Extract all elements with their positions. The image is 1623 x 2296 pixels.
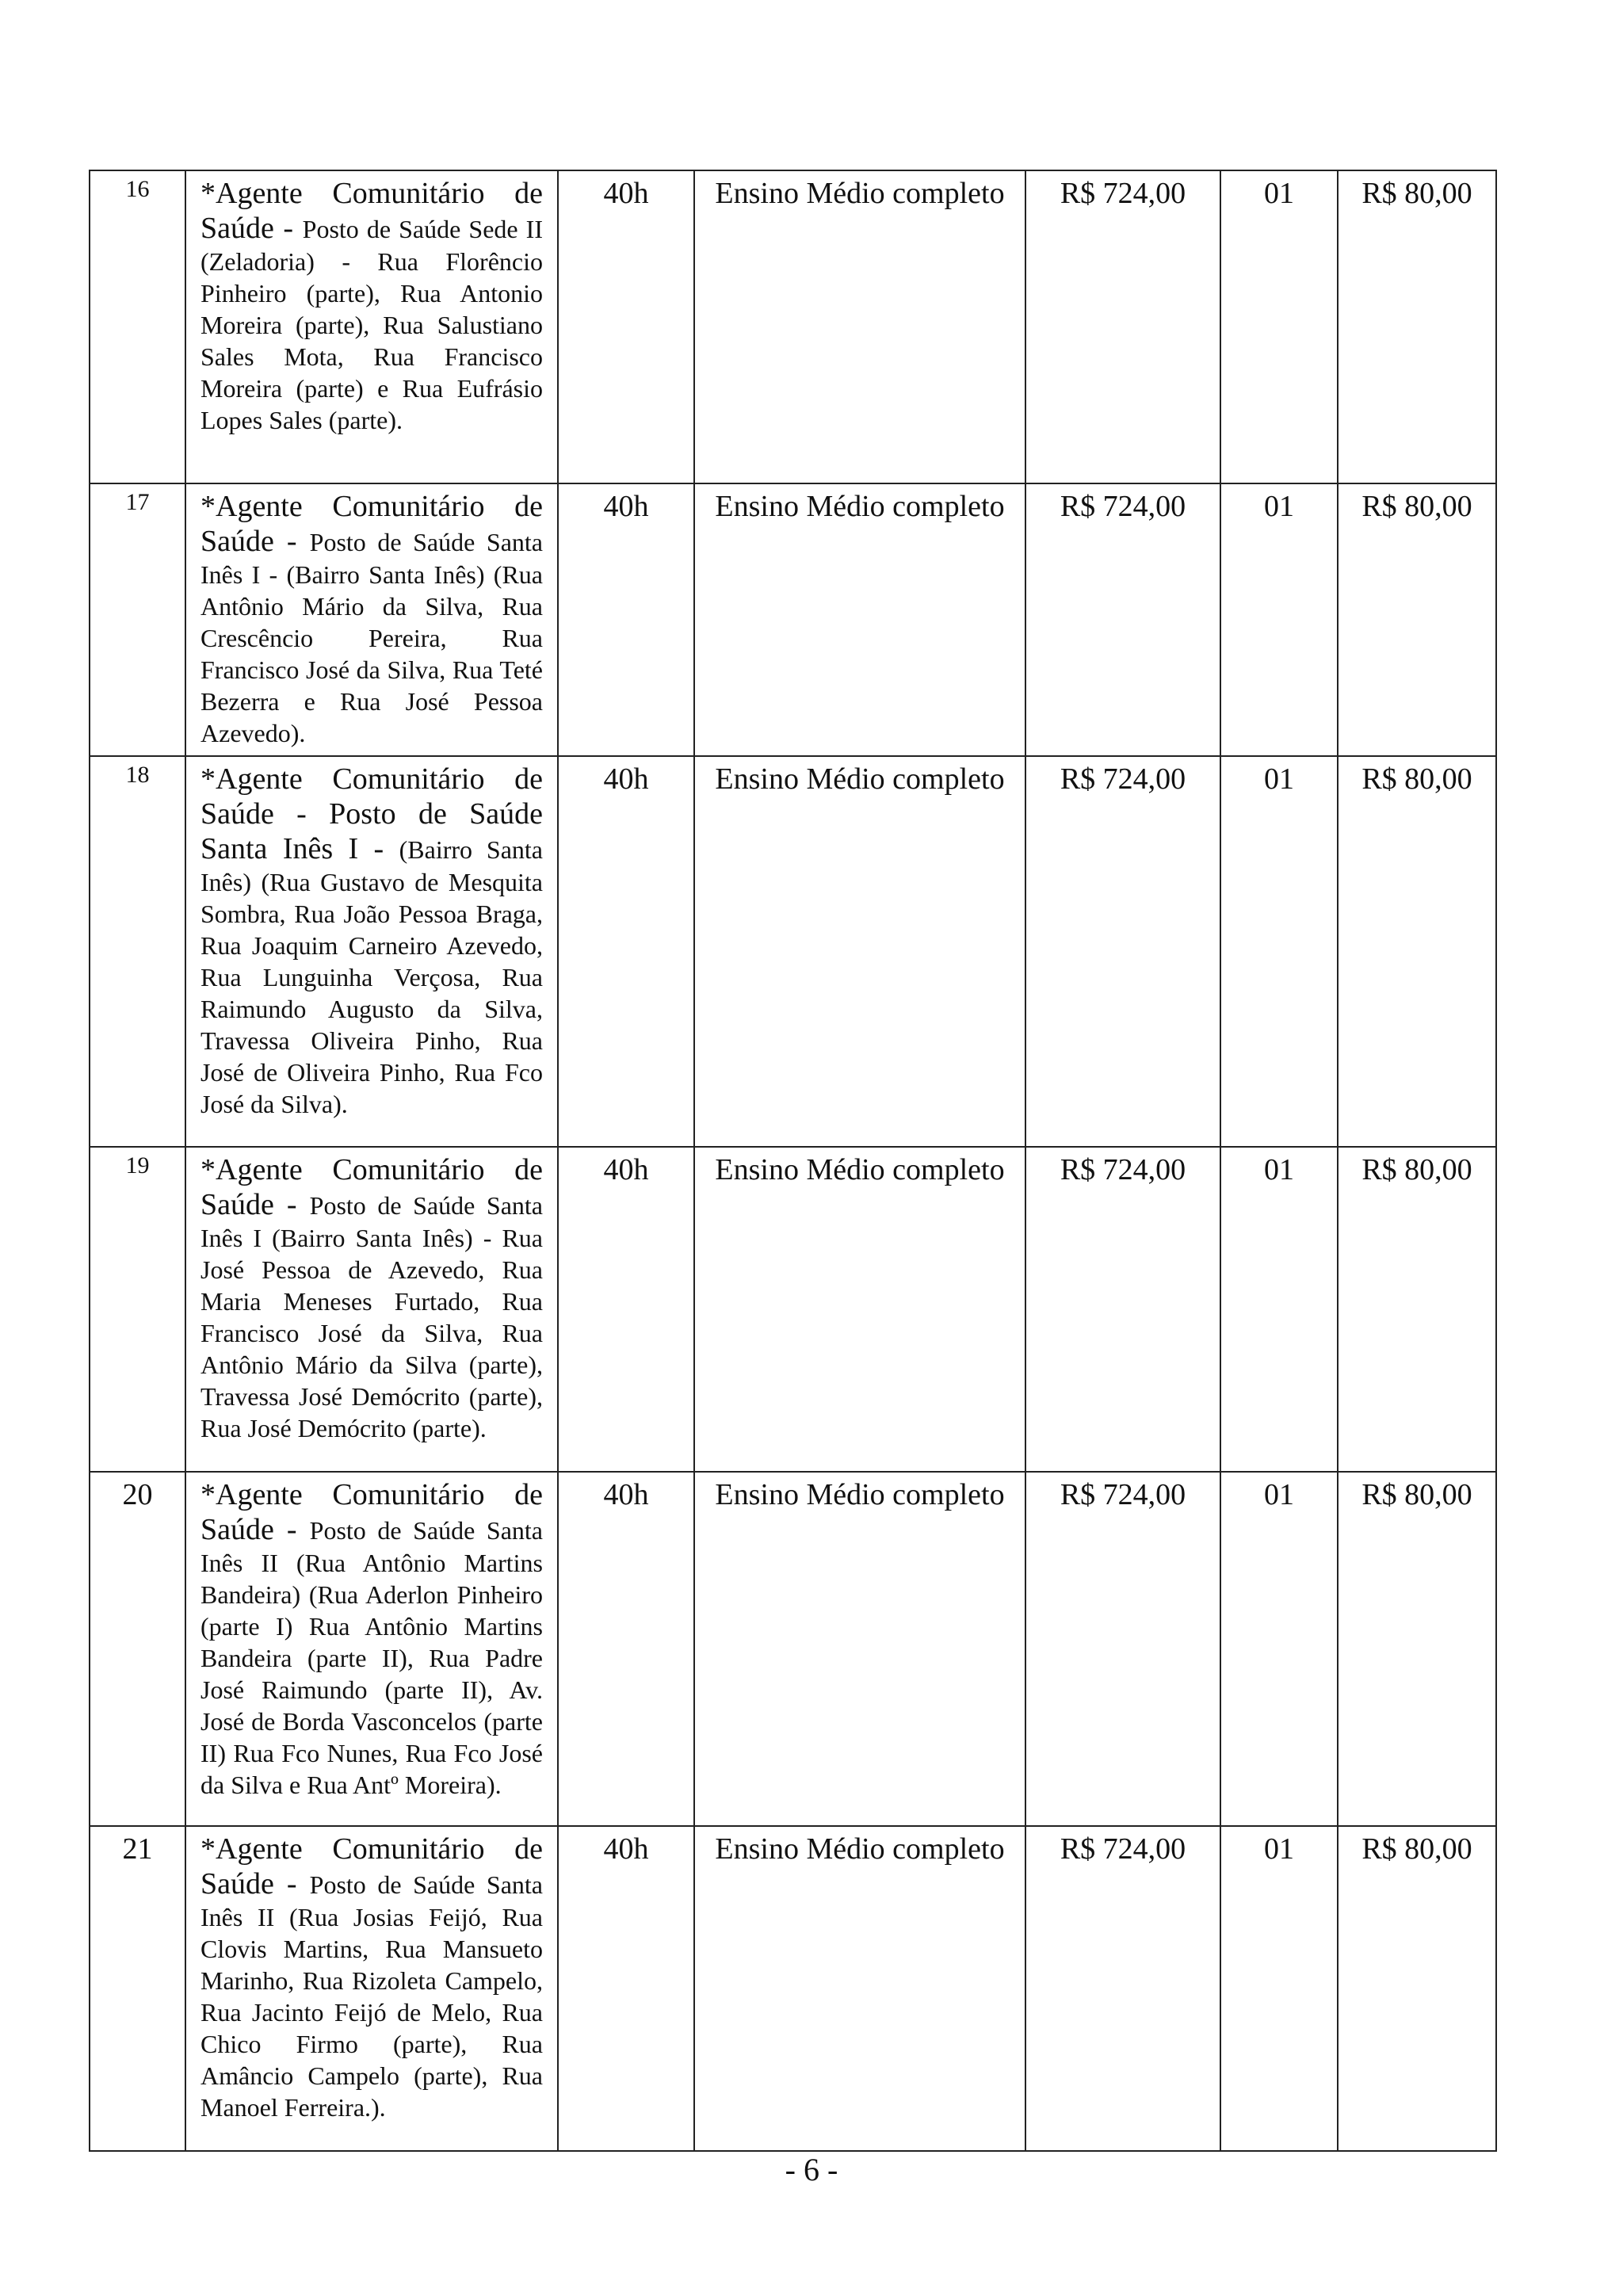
salary: R$ 724,00	[1025, 1472, 1220, 1826]
fee: R$ 80,00	[1338, 483, 1496, 756]
row-number: 20	[90, 1472, 185, 1826]
cargo-cell	[185, 1826, 558, 2151]
cargo-title: *Agente Comunitário de Saúde -	[200, 1153, 543, 1221]
workload: 40h	[558, 483, 694, 756]
cargo-title: *Agente Comunitário de Saúde -	[200, 177, 543, 245]
table-row	[90, 483, 1496, 756]
cargo-description: Posto de Saúde Sede II (Zeladoria) - Rua Florêncio Pinheiro (parte), Rua Antonio Moreira (parte), Rua Salustiano Sales Mota, Rua Francisco Moreira (parte) e Rua Eufrásio Lopes Sales (parte).	[200, 215, 543, 434]
vacancies: 01	[1220, 1472, 1338, 1826]
education: Ensino Médio completo	[694, 483, 1025, 756]
salary: R$ 724,00	[1025, 1147, 1220, 1472]
vacancies: 01	[1220, 756, 1338, 1147]
salary: R$ 724,00	[1025, 170, 1220, 483]
cargo-description: (Bairro Santa Inês) (Rua Gustavo de Mesquita Sombra, Rua João Pessoa Braga, Rua Joaquim Carneiro Azevedo, Rua Lunguinha Verçosa, Rua Raimundo Augusto da Silva, Travessa Oliveira Pinho, Rua José de Oliveira Pinho, Rua Fco José da Silva).	[200, 835, 543, 1118]
vacancies: 01	[1220, 1826, 1338, 2151]
salary: R$ 724,00	[1025, 756, 1220, 1147]
cargo-cell	[185, 1472, 558, 1826]
row-number: 21	[90, 1826, 185, 2151]
education: Ensino Médio completo	[694, 756, 1025, 1147]
cargo-description: Posto de Saúde Santa Inês II (Rua Josias Feijó, Rua Clovis Martins, Rua Mansueto Marinho, Rua Rizoleta Campelo, Rua Jacinto Feijó de Melo, Rua Chico Firmo (parte), Rua Amâncio Campelo (parte), Rua Manoel Ferreira.).	[200, 1870, 543, 2122]
vacancies: 01	[1220, 1147, 1338, 1472]
cargo-title: *Agente Comunitário de Saúde -	[200, 1832, 543, 1901]
workload: 40h	[558, 756, 694, 1147]
vacancies: 01	[1220, 483, 1338, 756]
page-number: - 6 -	[785, 2152, 838, 2187]
cargo-description: Posto de Saúde Santa Inês I (Bairro Santa Inês) - Rua José Pessoa de Azevedo, Rua Maria Meneses Furtado, Rua Francisco José da Silva, Rua Antônio Mário da Silva (parte), Travessa José Demócrito (parte), Rua José Demócrito (parte).	[200, 1191, 543, 1442]
education: Ensino Médio completo	[694, 1147, 1025, 1472]
row-number: 17	[90, 483, 185, 756]
education: Ensino Médio completo	[694, 1472, 1025, 1826]
workload: 40h	[558, 1147, 694, 1472]
table-row	[90, 1472, 1496, 1826]
cargo-title: *Agente Comunitário de Saúde - Posto de Saúde Santa Inês I -	[200, 762, 543, 865]
fee: R$ 80,00	[1338, 1826, 1496, 2151]
table-row	[90, 1147, 1496, 1472]
fee: R$ 80,00	[1338, 170, 1496, 483]
row-number: 18	[90, 756, 185, 1147]
cargo-cell	[185, 170, 558, 483]
fee: R$ 80,00	[1338, 1472, 1496, 1826]
fee: R$ 80,00	[1338, 756, 1496, 1147]
fee: R$ 80,00	[1338, 1147, 1496, 1472]
vacancies: 01	[1220, 170, 1338, 483]
cargo-cell	[185, 1147, 558, 1472]
cargo-description: Posto de Saúde Santa Inês II (Rua Antônio Martins Bandeira) (Rua Aderlon Pinheiro (parte I) Rua Antônio Martins Bandeira (parte II), Rua Padre José Raimundo (parte II), Av. José de Borda Vasconcelos (parte II) Rua Fco Nunes, Rua Fco José da Silva e Rua Antº Moreira).	[200, 1516, 543, 1799]
cargo-title: *Agente Comunitário de Saúde -	[200, 490, 543, 558]
cargo-description: Posto de Saúde Santa Inês I - (Bairro Santa Inês) (Rua Antônio Mário da Silva, Rua Crescêncio Pereira, Rua Francisco José da Silva, Rua Teté Bezerra e Rua José Pessoa Azevedo).	[200, 528, 543, 747]
row-number: 19	[90, 1147, 185, 1472]
education: Ensino Médio completo	[694, 1826, 1025, 2151]
table-row	[90, 1826, 1496, 2151]
cargo-title: *Agente Comunitário de Saúde -	[200, 1478, 543, 1546]
vacancy-table	[89, 170, 1497, 2152]
cargo-cell	[185, 756, 558, 1147]
salary: R$ 724,00	[1025, 1826, 1220, 2151]
workload: 40h	[558, 1826, 694, 2151]
workload: 40h	[558, 170, 694, 483]
row-number: 16	[90, 170, 185, 483]
education: Ensino Médio completo	[694, 170, 1025, 483]
salary: R$ 724,00	[1025, 483, 1220, 756]
cargo-cell	[185, 483, 558, 756]
table-row	[90, 170, 1496, 483]
workload: 40h	[558, 1472, 694, 1826]
table-row	[90, 756, 1496, 1147]
